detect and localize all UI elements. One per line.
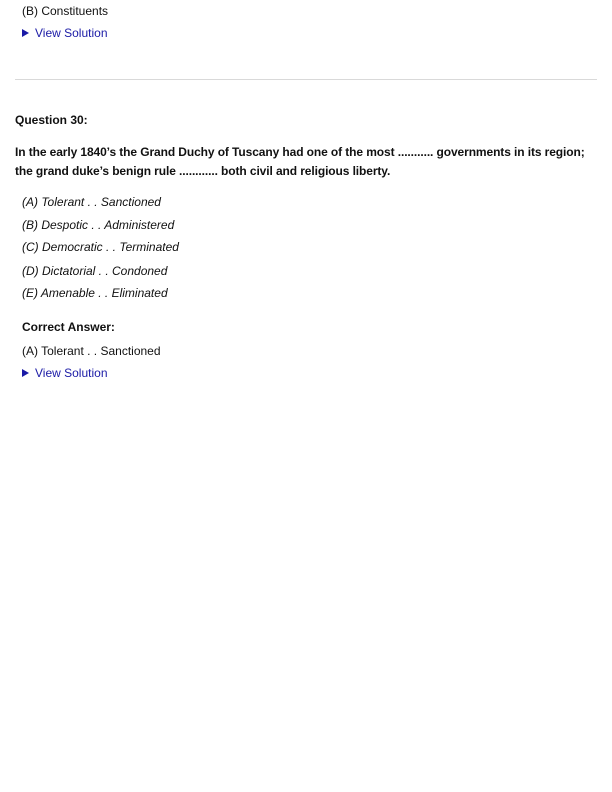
option-a: (A) Tolerant . . Sanctioned [22,195,161,209]
question-text: In the early 1840’s the Grand Duchy of Tuscany had one of the most ........... governments in its region; the grand duke’s benign rule ............ both civil and religious liberty. [15,145,585,178]
correct-answer-label: Correct Answer: [22,320,115,334]
option-c: (C) Democratic . . Terminated [22,240,179,254]
option-d: (D) Dictatorial . . Condoned [22,264,168,278]
section-divider [15,79,597,80]
play-triangle-icon [22,29,29,37]
previous-answer-text: (B) Constituents [22,4,109,18]
previous-view-solution-link[interactable] [22,26,108,40]
view-solution-label: View Solution [35,366,108,380]
question-heading: Question 30: [15,113,88,127]
correct-answer-text: (A) Tolerant . . Sanctioned [22,344,161,358]
play-triangle-icon [22,369,29,377]
option-b: (B) Despotic . . Administered [22,218,175,232]
option-e: (E) Amenable . . Eliminated [22,286,168,300]
view-solution-label: View Solution [35,26,108,40]
view-solution-link[interactable] [22,366,108,380]
